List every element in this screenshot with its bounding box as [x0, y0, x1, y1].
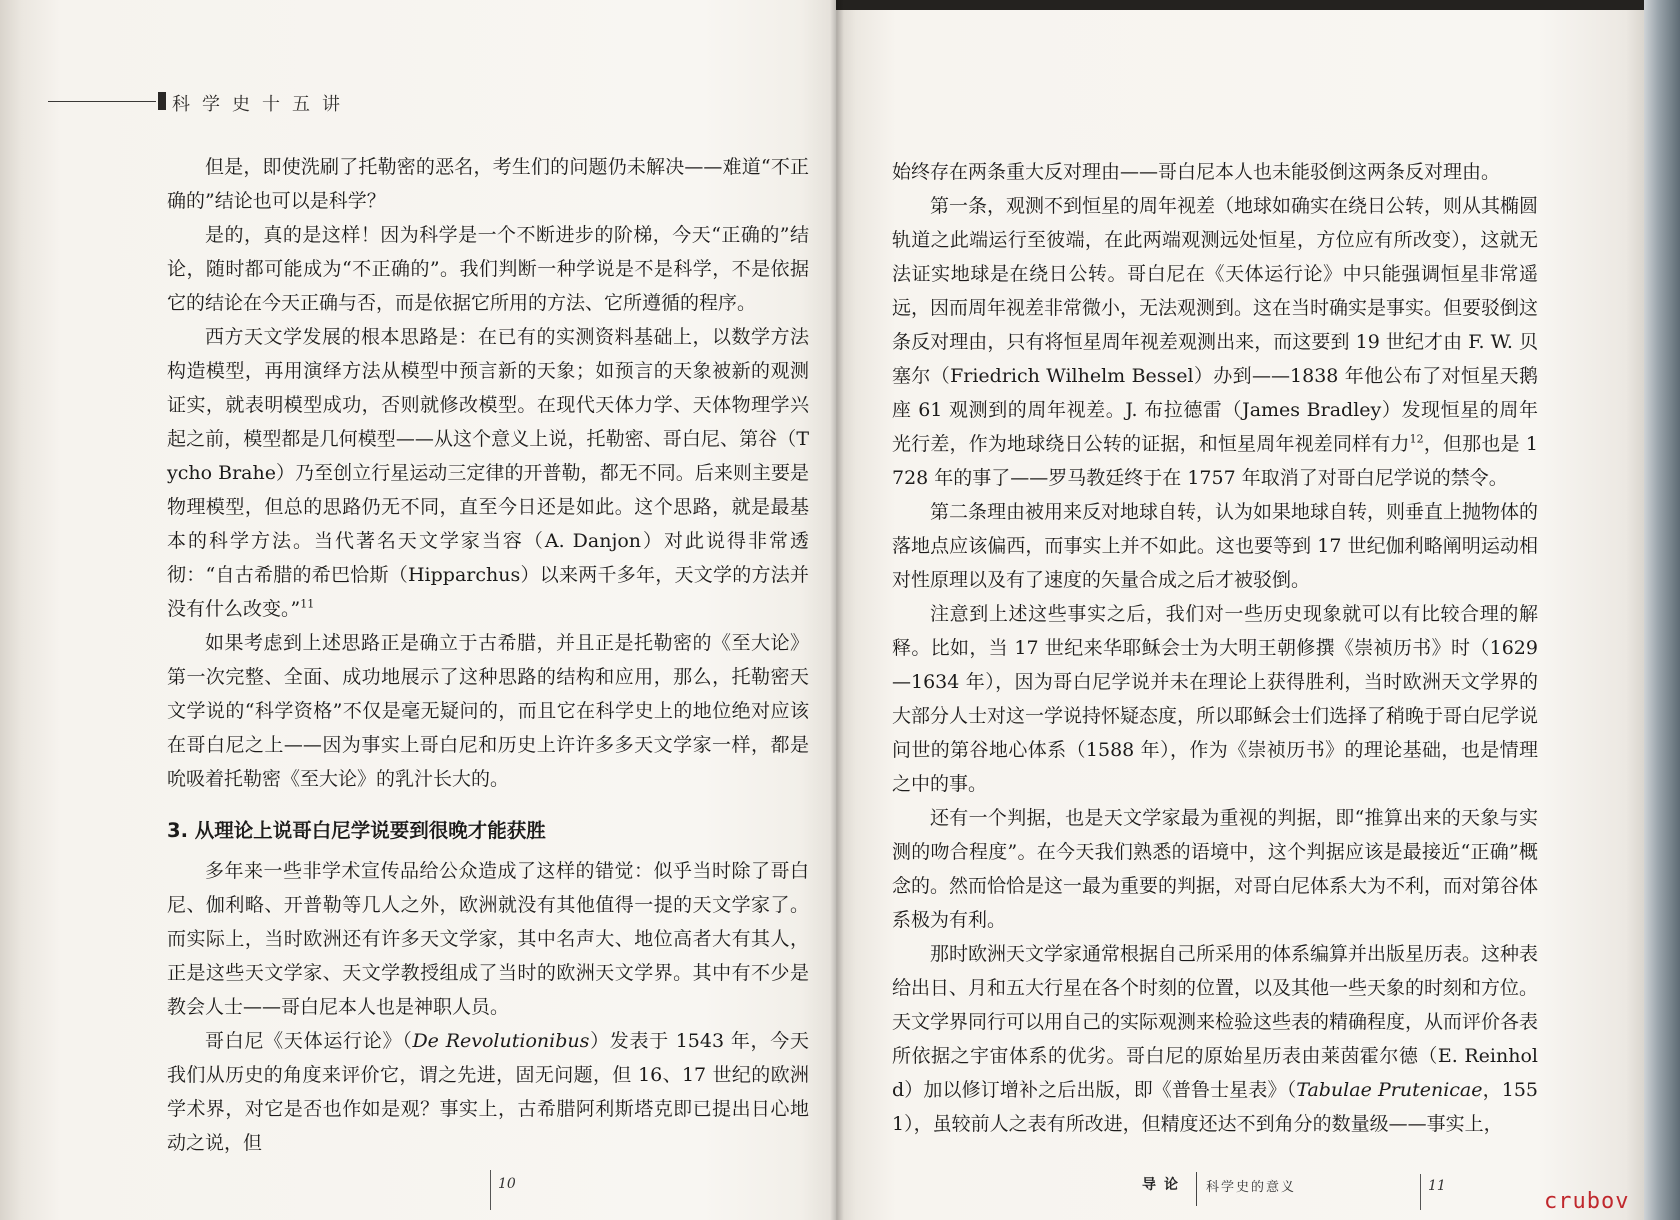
paragraph: 但是，即使洗刷了托勒密的恶名，考生们的问题仍未解决——难道“不正确的”结论也可以是科学？ [167, 156, 809, 212]
paragraph: 还有一个判据，也是天文学家最为重视的判据，即“推算出来的天象与实测的吻合程度”。在今天我们熟悉的语境中，这个判据应该是最接近“正确”概念的。然而恰恰是这一最为重要的判据，对哥白尼体系大为不利，而对第谷体系极为有利。 [892, 807, 1539, 931]
book-title: 科学史十五讲 [172, 94, 352, 115]
footnote-ref: 11 [300, 597, 315, 611]
scan-edge [836, 0, 1644, 10]
folio-rule [490, 1170, 491, 1210]
folio-rule [1420, 1174, 1421, 1210]
paragraph-text: ）发表于 1543 年，今天我们从历史的角度来评价它，谓之先进，固无问题，但 16、17 世纪的欧洲学术界，对它是否也作如是观？事实上，古希腊阿利斯塔克即已提出日心地动之说，但 [167, 1030, 809, 1154]
latin-title: De Revolutionibus [412, 1030, 590, 1052]
paragraph: 始终存在两条重大反对理由——哥白尼本人也未能驳倒这两条反对理由。 [892, 161, 1501, 183]
paragraph [167, 320, 809, 626]
footer-subtitle: 科学史的意义 [1206, 1180, 1297, 1195]
footnote-ref: 12 [1409, 432, 1424, 446]
left-text-column [167, 150, 809, 1160]
paragraph-text: ，但那也是 1728 年的事了——罗马教廷终于在 1757 年取消了对哥白尼学说的禁令。 [892, 433, 1538, 489]
paragraph: 是的，真的是这样！因为科学是一个不断进步的阶梯，今天“正确的”结论，随时都可能成为“不正确的”。我们判断一种学说是不是科学，不是依据它的结论在今天正确与否，而是依据它所用的方法、它所遵循的程序。 [167, 224, 809, 314]
paragraph [892, 937, 1538, 1141]
paragraph: 注意到上述这些事实之后，我们对一些历史现象就可以有比较合理的解释。比如，当 17 世纪来华耶稣会士为大明王朝修撰《崇祯历书》时（1629—1634 年），因为哥白尼学说并未在理论上获得胜利，当时欧洲天文学界的大部分人士对这一学说持怀疑态度，所以耶稣会士们选择了稍晚于哥白尼学说问世的第谷地心体系（1588 年），作为《崇祯历书》的理论基础，也是情理之中的事。 [892, 603, 1539, 795]
paragraph [167, 1024, 809, 1160]
right-page [836, 0, 1644, 1220]
watermark: crubov [1544, 1189, 1630, 1214]
paragraph: 第二条理由被用来反对地球自转，认为如果地球自转，则垂直上抛物体的落地点应该偏西，而事实上并不如此。这也要等到 17 世纪伽利略阐明运动相对性原理以及有了速度的矢量合成之后才被驳倒。 [892, 501, 1539, 591]
running-header [48, 90, 378, 114]
paragraph-text: ，1551），虽较前人之表有所改进，但精度还达不到角分的数量级——事实上， [892, 1079, 1539, 1135]
header-rule [48, 101, 156, 102]
running-footer [1142, 1172, 1612, 1212]
page-number: 10 [498, 1176, 516, 1192]
paragraph [892, 189, 1538, 495]
paragraph-text: 西方天文学发展的根本思路是：在已有的实测资料基础上，以数学方法构造模型，再用演绎方法从模型中预言新的天象；如预言的天象被新的观测证实，就表明模型成功，否则就修改模型。在现代天体力学、天体物理学兴起之前，模型都是几何模型——从这个意义上说，托勒密、哥白尼、第谷（Tycho Brahe）乃至创立行星运动三定律的开普勒，都无不同。后来则主要是物理模型，但总的思路仍无不同，直至今日还是如此。这个思路，就是最基本的科学方法。当代著名天文学家当容（A. Danjon）对此说得非常透彻：“自古希腊的希巴恰斯（Hipparchus）以来两千多年，天文学的方法并没有什么改变。” [167, 326, 809, 620]
gutter-shadow [830, 0, 844, 1220]
paragraph: 多年来一些非学术宣传品给公众造成了这样的错觉：似乎当时除了哥白尼、伽利略、开普勒等几人之外，欧洲就没有其他值得一提的天文学家了。而实际上，当时欧洲还有许多天文学家，其中名声大、地位高者大有其人，正是这些天文学家、天文学教授组成了当时的欧洲天文学界。其中有不少是教会人士——哥白尼本人也是神职人员。 [167, 860, 809, 1018]
footer-chapter: 导论 [1142, 1177, 1186, 1193]
scanner-edge [1644, 0, 1680, 1220]
paragraph-text: 哥白尼《天体运行论》（ [205, 1030, 413, 1052]
paragraph: 如果考虑到上述思路正是确立于古希腊，并且正是托勒密的《至大论》第一次完整、全面、成功地展示了这种思路的结构和应用，那么，托勒密天文学说的“科学资格”不仅是毫无疑问的，而且它在科学史上的地位绝对应该在哥白尼之上——因为事实上哥白尼和历史上许许多多天文学家一样，都是吮吸着托勒密《至大论》的乳汁长大的。 [167, 632, 809, 790]
paragraph-text: 第一条，观测不到恒星的周年视差（地球如确实在绕日公转，则从其椭圆轨道之此端运行至彼端，在此两端观测远处恒星，方位应有所改变），这就无法证实地球是在绕日公转。哥白尼在《天体运行论》中只能强调恒星非常遥远，因而周年视差非常微小，无法观测到。这在当时确实是事实。但要驳倒这条反对理由，只有将恒星周年视差观测出来，而这要到 19 世纪才由 F. W. 贝塞尔（Friedrich Wilhelm Bessel）办到——1838 年他公布了对恒星天鹅座 61 观测到的周年视差。J. 布拉德雷（James Bradley）发现恒星的周年光行差，作为地球绕日公转的证据，和恒星周年视差同样有力 [892, 195, 1539, 455]
right-text-column [892, 155, 1538, 1141]
latin-title: Tabulae Prutenicae [1296, 1079, 1483, 1101]
left-page [0, 0, 836, 1220]
footer-rule [1196, 1172, 1197, 1206]
page-number: 11 [1428, 1178, 1446, 1194]
section-heading: 3. 从理论上说哥白尼学说要到很晚才能获胜 [167, 819, 546, 842]
paragraph-text: 那时欧洲天文学家通常根据自己所采用的体系编算并出版星历表。这种表给出日、月和五大行星在各个时刻的位置，以及其他一些天象的时刻和方位。天文学界同行可以用自己的实际观测来检验这些表的精确程度，从而评价各表所依据之宇宙体系的优劣。哥白尼的原始星历表由莱茵霍尔德（E. Reinhold）加以修订增补之后出版，即《普鲁士星表》（ [892, 943, 1539, 1101]
header-marker [158, 92, 166, 110]
